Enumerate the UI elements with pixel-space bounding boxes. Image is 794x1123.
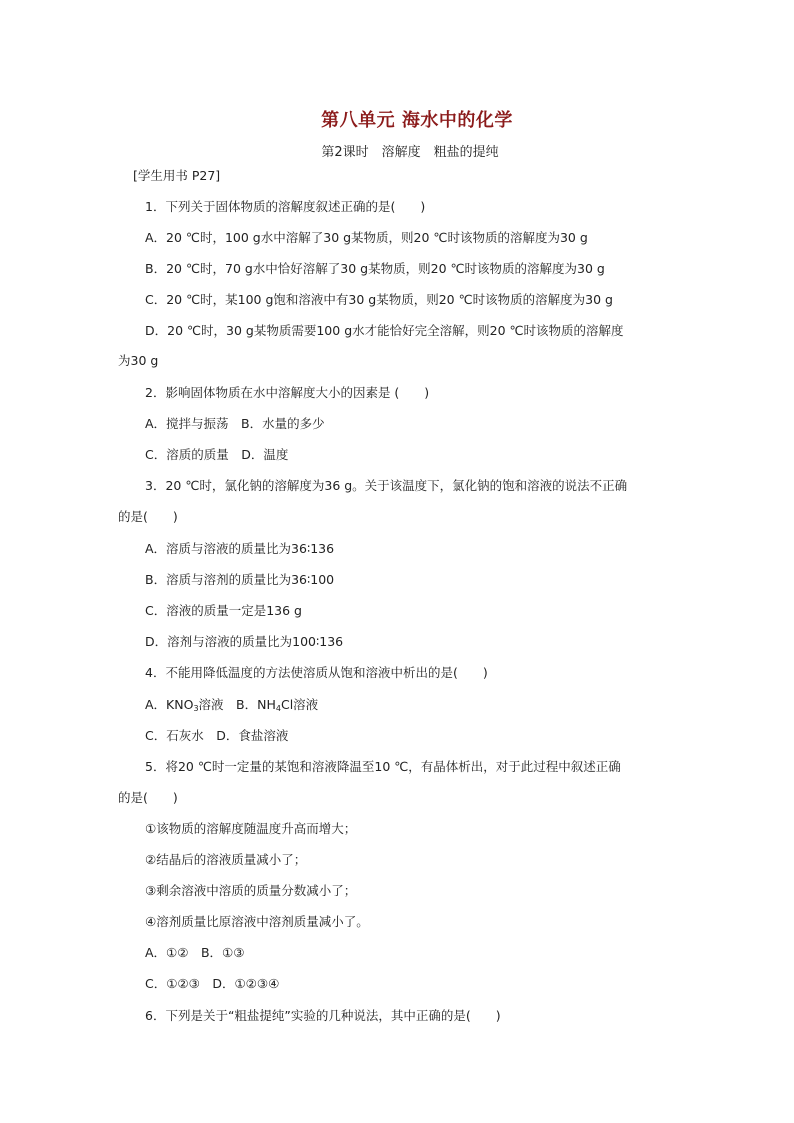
question-3-option-b: B．溶质与溶剂的质量比为36∶100 xyxy=(145,572,335,587)
question-6-stem: 6．下列是关于“粗盐提纯”实验的几种说法，其中正确的是( ) xyxy=(145,1008,501,1023)
subscript-4: 4 xyxy=(275,704,281,713)
source-reference: [学生用书 P27] xyxy=(133,168,221,183)
page-title: 第八单元 海水中的化学 xyxy=(321,110,513,131)
option-b-formula-prefix: 溶液 B．NH xyxy=(198,697,276,712)
question-4-options-ab xyxy=(145,697,318,713)
question-2-options-cd: C．溶质的质量 D．温度 xyxy=(145,447,289,462)
question-1-option-b: B．20 ℃时，70 g水中恰好溶解了30 g某物质，则20 ℃时该物质的溶解度为30 g xyxy=(145,261,605,276)
question-5-options-ab: A．①② B．①③ xyxy=(145,945,245,960)
question-4-stem: 4．不能用降低温度的方法使溶质从饱和溶液中析出的是( ) xyxy=(145,665,488,680)
question-5-statement-1: ①该物质的溶解度随温度升高而增大； xyxy=(145,821,357,836)
question-2-options-ab: A．搅拌与振荡 B．水量的多少 xyxy=(145,416,325,431)
question-4-options-cd: C．石灰水 D．食盐溶液 xyxy=(145,728,289,743)
question-3-stem-continued: 的是( ) xyxy=(118,509,178,524)
question-1-option-d-continued: 为30 g xyxy=(118,353,159,368)
question-5-stem: 5．将20 ℃时一定量的某饱和溶液降温至10 ℃，有晶体析出，对于此过程中叙述正确 xyxy=(145,759,621,774)
question-5-statement-4: ④溶剂质量比原溶液中溶剂质量减小了。 xyxy=(145,914,369,929)
question-3-option-c: C．溶液的质量一定是136 g xyxy=(145,603,302,618)
question-5-statement-3: ③剩余溶液中溶质的质量分数减小了； xyxy=(145,883,357,898)
question-2-stem: 2．影响固体物质在水中溶解度大小的因素是 ( ) xyxy=(145,385,430,400)
question-1-stem: 1．下列关于固体物质的溶解度叙述正确的是( ) xyxy=(145,199,426,214)
option-a-formula-prefix: A．KNO xyxy=(145,697,194,712)
question-3-option-a: A．溶质与溶液的质量比为36∶136 xyxy=(145,541,335,556)
question-1-option-d: D．20 ℃时，30 g某物质需要100 g水才能恰好完全溶解，则20 ℃时该物质的溶解度 xyxy=(145,323,624,338)
option-b-formula-suffix: Cl溶液 xyxy=(280,697,319,712)
question-3-stem: 3．20 ℃时，氯化钠的溶解度为36 g。关于该温度下，氯化钠的饱和溶液的说法不正确 xyxy=(145,478,628,493)
question-5-options-cd: C．①②③ D．①②③④ xyxy=(145,976,280,991)
question-1-option-c: C．20 ℃时，某100 g饱和溶液中有30 g某物质，则20 ℃时该物质的溶解度为30 g xyxy=(145,292,613,307)
page-subtitle: 第2课时 溶解度 粗盐的提纯 xyxy=(321,145,499,160)
question-1-option-a: A．20 ℃时，100 g水中溶解了30 g某物质，则20 ℃时该物质的溶解度为30 g xyxy=(145,230,588,245)
subscript-3: 3 xyxy=(193,704,199,713)
question-5-statement-2: ②结晶后的溶液质量减小了； xyxy=(145,852,307,867)
question-5-stem-continued: 的是( ) xyxy=(118,790,178,805)
question-3-option-d: D．溶剂与溶液的质量比为100∶136 xyxy=(145,634,344,649)
